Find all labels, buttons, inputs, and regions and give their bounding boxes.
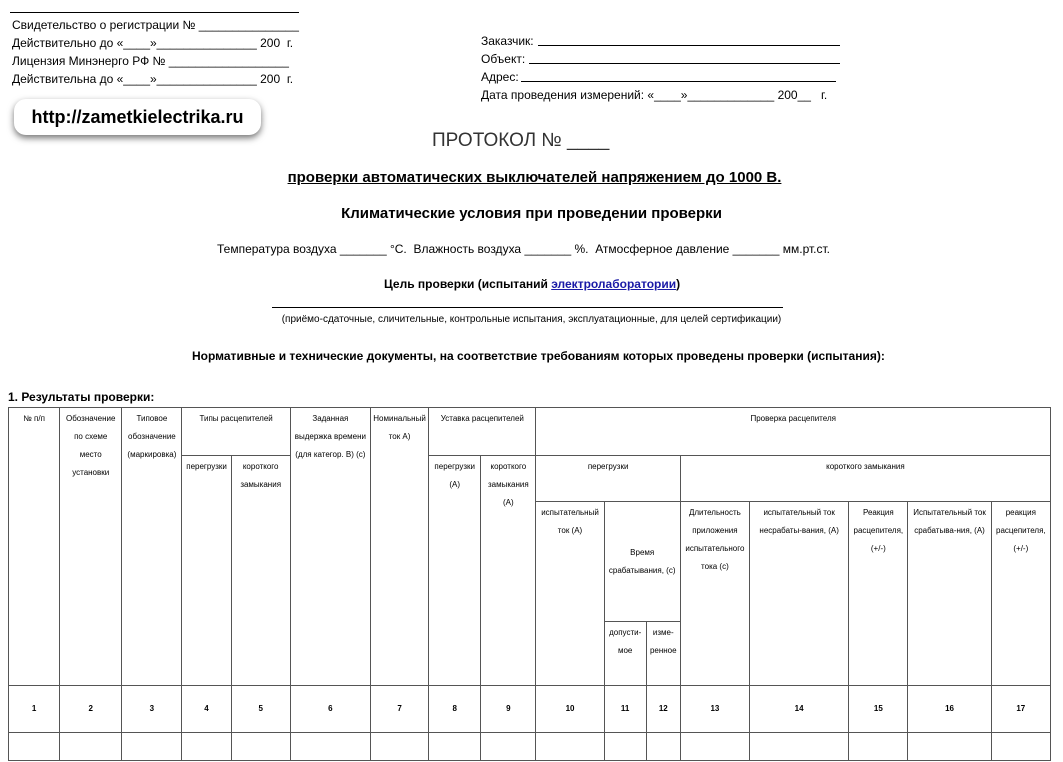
empty-cell[interactable] xyxy=(481,733,536,761)
header-check: Проверка расцепителя xyxy=(536,408,1051,456)
header-set-overload: перегрузки (А) xyxy=(429,456,481,686)
climate-heading: Климатические условия при проведении проверки xyxy=(341,205,722,222)
customer-label: Заказчик: xyxy=(481,34,534,48)
address-line xyxy=(481,69,519,86)
pressure-unit: мм.рт.ст. xyxy=(782,242,830,256)
col-number: 10 xyxy=(536,686,604,733)
lab-link[interactable]: электролаборатории xyxy=(551,277,677,291)
col-number: 12 xyxy=(646,686,680,733)
header-designation: Обозначение по схеме место установки xyxy=(60,408,122,686)
date-label: Дата проведения измерений: « xyxy=(481,88,655,102)
col-number: 4 xyxy=(182,686,231,733)
protocol-title-text: ПРОТОКОЛ № xyxy=(432,130,562,151)
protocol-title: ПРОТОКОЛ № ____ xyxy=(432,130,610,151)
object-line xyxy=(481,51,525,68)
valid-until-line-1: Действительно до «____»_______________ 200 г. xyxy=(12,36,294,50)
empty-cell[interactable] xyxy=(370,733,428,761)
purpose-close: ) xyxy=(676,277,681,291)
address-rule xyxy=(521,81,836,82)
license-label: Лицензия Минэнерго РФ № xyxy=(12,54,166,68)
year-1: 200 xyxy=(260,36,281,50)
valid-until-line-2: Действительна до «____»_______________ 200 г. xyxy=(12,72,294,86)
address-label: Адрес: xyxy=(481,70,519,84)
temp-unit: °С. xyxy=(389,242,407,256)
col-number: 16 xyxy=(908,686,991,733)
header-release-types: Типы расцепителей xyxy=(182,408,290,456)
header-num: № п/п xyxy=(9,408,60,686)
empty-cell[interactable] xyxy=(908,733,991,761)
empty-cell[interactable] xyxy=(991,733,1050,761)
header-type: Типовое обозначение (маркировка) xyxy=(122,408,182,686)
customer-line xyxy=(481,33,534,50)
customer-rule xyxy=(538,45,840,46)
col-number: 15 xyxy=(849,686,908,733)
header-measured: изме-ренное xyxy=(646,622,680,686)
humidity-unit: %. xyxy=(574,242,589,256)
watermark-url[interactable]: http://zametkielectrika.ru xyxy=(31,107,244,127)
col-number: 11 xyxy=(604,686,646,733)
pressure-label: Атмосферное давление xyxy=(595,242,730,256)
col-number: 13 xyxy=(680,686,749,733)
license-line: Лицензия Минэнерго РФ № __________________ xyxy=(12,54,289,68)
col-number: 1 xyxy=(9,686,60,733)
year-2: 200 xyxy=(260,72,281,86)
top-rule xyxy=(10,12,299,13)
header-settings: Уставка расцепителей xyxy=(429,408,536,456)
header-duration: Длительность приложения испытательного тока (с) xyxy=(680,502,749,686)
purpose-rule xyxy=(272,307,783,308)
table-row xyxy=(9,733,1051,761)
empty-cell[interactable] xyxy=(290,733,370,761)
certificate-label: Свидетельство о регистрации № xyxy=(12,18,196,32)
col-number: 8 xyxy=(429,686,481,733)
g-2: г. xyxy=(286,72,294,86)
empty-cell[interactable] xyxy=(122,733,182,761)
header-test-current: испытательный ток (А) xyxy=(536,502,604,686)
header-nominal: Номинальный ток А) xyxy=(370,408,428,686)
valid-until-label-1: Действительно до « xyxy=(12,36,124,50)
section-1-heading: 1. Результаты проверки: xyxy=(8,390,155,404)
header-short-type: короткого замыкания xyxy=(231,456,290,686)
purpose-line xyxy=(384,277,680,291)
header-set-short: короткого замыкания (А) xyxy=(481,456,536,686)
empty-cell[interactable] xyxy=(60,733,122,761)
protocol-subtitle: проверки автоматических выключателей напряжением до 1000 В. xyxy=(287,169,782,186)
header-trip-current: Испытательный ток срабатыва-ния, (А) xyxy=(908,502,991,686)
header-overload-type: перегрузки xyxy=(182,456,231,686)
col-number: 3 xyxy=(122,686,182,733)
empty-cell[interactable] xyxy=(9,733,60,761)
empty-cell[interactable] xyxy=(604,733,646,761)
valid-until-label-2: Действительна до « xyxy=(12,72,124,86)
g-1: г. xyxy=(286,36,294,50)
col-number: 17 xyxy=(991,686,1050,733)
header-nontrip: испытательный ток несрабаты-вания, (А) xyxy=(750,502,849,686)
header-reaction-1: Реакция расцепителя, (+/-) xyxy=(849,502,908,686)
empty-cell[interactable] xyxy=(429,733,481,761)
header-delay: Заданная выдержка времени (для категор. В) (с) xyxy=(290,408,370,686)
header-allowed: допусти-мое xyxy=(604,622,646,686)
humidity-label: Влажность воздуха xyxy=(413,242,522,256)
empty-cell[interactable] xyxy=(536,733,604,761)
header-reaction-2: реакция расцепителя, (+/-) xyxy=(991,502,1050,686)
purpose-label: Цель проверки (испытаний xyxy=(384,277,548,291)
empty-cell[interactable] xyxy=(849,733,908,761)
col-number: 14 xyxy=(750,686,849,733)
empty-cell[interactable] xyxy=(680,733,749,761)
col-number: 9 xyxy=(481,686,536,733)
col-number: 6 xyxy=(290,686,370,733)
column-number-row xyxy=(9,686,1051,733)
col-number: 7 xyxy=(370,686,428,733)
header-trip-time: Время срабатывания, (с) xyxy=(604,502,680,622)
object-label: Объект: xyxy=(481,52,526,66)
col-number: 2 xyxy=(60,686,122,733)
object-rule xyxy=(529,63,840,64)
temp-label: Температура воздуха xyxy=(217,242,337,256)
col-number: 5 xyxy=(231,686,290,733)
empty-cell[interactable] xyxy=(750,733,849,761)
date-year: 200 xyxy=(777,88,798,102)
normative-heading: Нормативные и технические документы, на соответствие требованиям которых проведены проверки (испытания): xyxy=(192,349,885,363)
climate-line: Температура воздуха _______ °С. Влажность воздуха _______ %. Атмосферное давление _______ мм.рт.ст. xyxy=(217,242,830,256)
empty-cell[interactable] xyxy=(231,733,290,761)
empty-cell[interactable] xyxy=(182,733,231,761)
header-check-overload: перегрузки xyxy=(536,456,680,502)
purpose-note: (приёмо-сдаточные, сличительные, контрольные испытания, эксплуатационные, для целей сертификации) xyxy=(281,314,782,325)
header-check-short: короткого замыкания xyxy=(680,456,1050,502)
date-line: Дата проведения измерений: «____»_____________ 200__ г. xyxy=(481,88,828,102)
certificate-line: Свидетельство о регистрации № _______________ xyxy=(12,18,299,32)
date-g: г. xyxy=(820,88,828,102)
empty-cell[interactable] xyxy=(646,733,680,761)
results-table xyxy=(8,407,1051,761)
watermark-badge[interactable] xyxy=(14,99,261,135)
